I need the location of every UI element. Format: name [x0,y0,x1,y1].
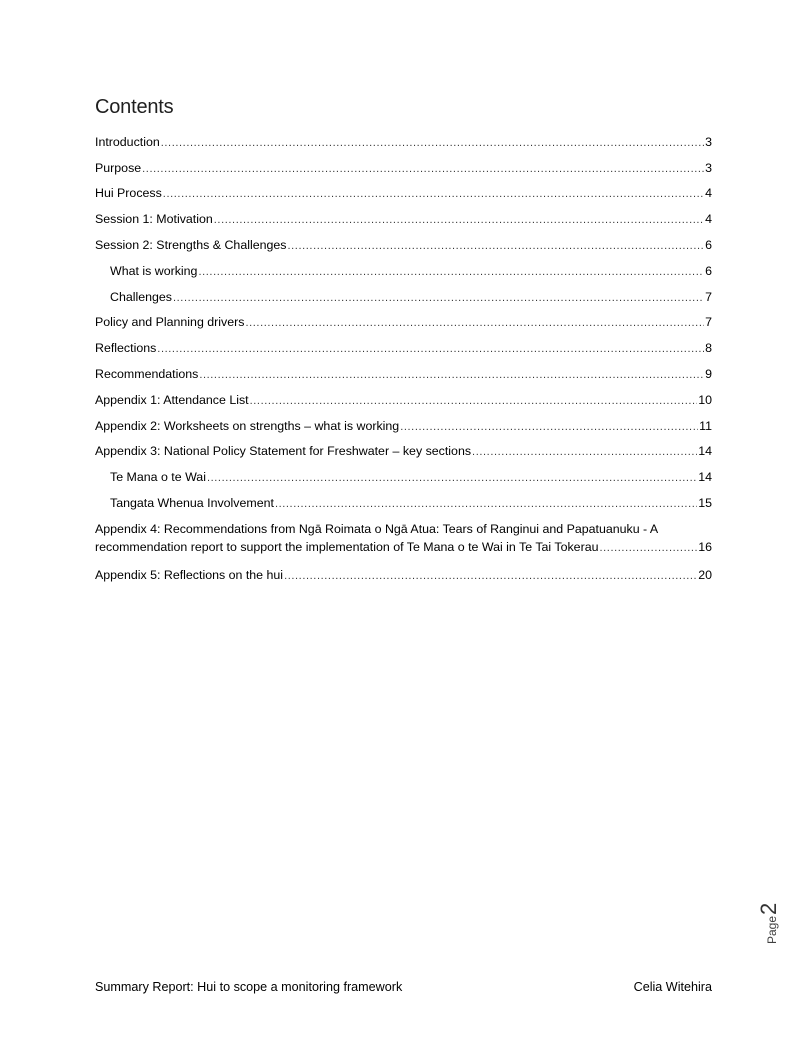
toc-entry-text: Appendix 2: Worksheets on strengths – what is working [95,418,400,433]
toc-entry-page: 7 [705,289,712,304]
toc-title: Contents [95,96,174,118]
toc-entry-text: Appendix 1: Attendance List [95,392,249,407]
toc-leader-dots [214,213,704,227]
toc-entry-page: 3 [705,160,712,175]
toc-entry-text: Policy and Planning drivers [95,315,245,330]
toc-leader-dots [275,497,697,511]
toc-entry-page: 7 [705,315,712,330]
toc-leader-dots [250,394,698,408]
toc-entry-text-line1: Appendix 4: Recommendations from Ngā Roimata o Ngā Atua: Tears of Ranginui and Papatuanuku - A [95,521,659,536]
toc-leader-dots [287,239,704,253]
toc-entry-text: Reflections [95,341,157,356]
toc-leader-dots [161,136,704,150]
toc-entry-text: Purpose [95,160,142,175]
toc-entry-page: 10 [698,392,712,407]
toc-leader-dots [157,342,704,356]
toc-entry-page: 9 [705,366,712,381]
table-of-contents [95,124,712,583]
footer-author: Celia Witehira [633,980,712,994]
toc-leader-dots [163,187,704,201]
toc-entry-text: Introduction [95,134,160,149]
toc-entry-text: What is working [110,263,198,278]
toc-entry-text: Hui Process [95,186,162,201]
page-footer [95,980,712,994]
toc-entry-page: 15 [698,495,712,510]
toc-entry-page: 3 [705,134,712,149]
toc-leader-dots [199,368,704,382]
toc-entry-text: Challenges [110,289,172,304]
toc-leader-dots [198,265,704,279]
toc-entry-text: Session 1: Motivation [95,212,213,227]
toc-entry-page: 4 [705,186,712,201]
toc-entry-text: Te Mana o te Wai [110,470,206,485]
toc-leader-dots [142,162,704,176]
toc-entry-text: Recommendations [95,366,199,381]
toc-entry-challenges[interactable] [95,279,712,305]
toc-entry-appendix-2[interactable] [95,408,712,434]
toc-entry-reflections[interactable] [95,330,712,356]
toc-entry-page: 20 [698,567,712,582]
toc-entry-appendix-4[interactable] [95,511,712,557]
toc-entry-tangata-whenua[interactable] [95,485,712,511]
toc-leader-dots [207,471,697,485]
toc-entry-page: 6 [705,263,712,278]
toc-entry-text: Session 2: Strengths & Challenges [95,237,287,252]
toc-entry-session-1[interactable] [95,201,712,227]
toc-entry-page: 16 [698,539,712,554]
toc-leader-dots [472,445,697,459]
toc-entry-appendix-1[interactable] [95,382,712,408]
toc-leader-dots [245,316,704,330]
footer-report-title: Summary Report: Hui to scope a monitoring framework [95,980,403,994]
toc-entry-session-2[interactable] [95,227,712,253]
toc-entry-text: Tangata Whenua Involvement [110,495,274,510]
toc-entry-appendix-5[interactable] [95,557,712,583]
toc-entry-page: 8 [705,341,712,356]
toc-leader-dots [284,569,697,583]
page-number-value: 2 [756,902,781,915]
toc-entry-what-is-working[interactable] [95,253,712,279]
toc-entry-text: Appendix 5: Reflections on the hui [95,567,284,582]
toc-entry-page: 11 [699,418,712,433]
toc-entry-line2 [95,538,712,556]
toc-leader-dots [400,420,698,434]
toc-entry-recommendations[interactable] [95,356,712,382]
toc-entry-page: 6 [705,237,712,252]
toc-entry-appendix-3[interactable] [95,434,712,460]
toc-entry-page: 4 [705,212,712,227]
toc-entry-page: 14 [698,444,712,459]
toc-entry-purpose[interactable] [95,150,712,176]
toc-entry-hui-process[interactable] [95,176,712,202]
toc-entry-te-mana-o-te-wai[interactable] [95,459,712,485]
toc-entry-introduction[interactable] [95,124,712,150]
toc-entry-text: Appendix 3: National Policy Statement for Freshwater – key sections [95,444,472,459]
toc-leader-dots [599,542,697,556]
toc-entry-page: 14 [698,470,712,485]
toc-entry-policy-planning[interactable] [95,305,712,331]
toc-entry-text-line2: recommendation report to support the implementation of Te Mana o te Wai in Te Tai Tokerau [95,539,599,554]
page-number-word: Page [765,915,779,944]
page-number [756,903,782,944]
toc-leader-dots [173,291,704,305]
